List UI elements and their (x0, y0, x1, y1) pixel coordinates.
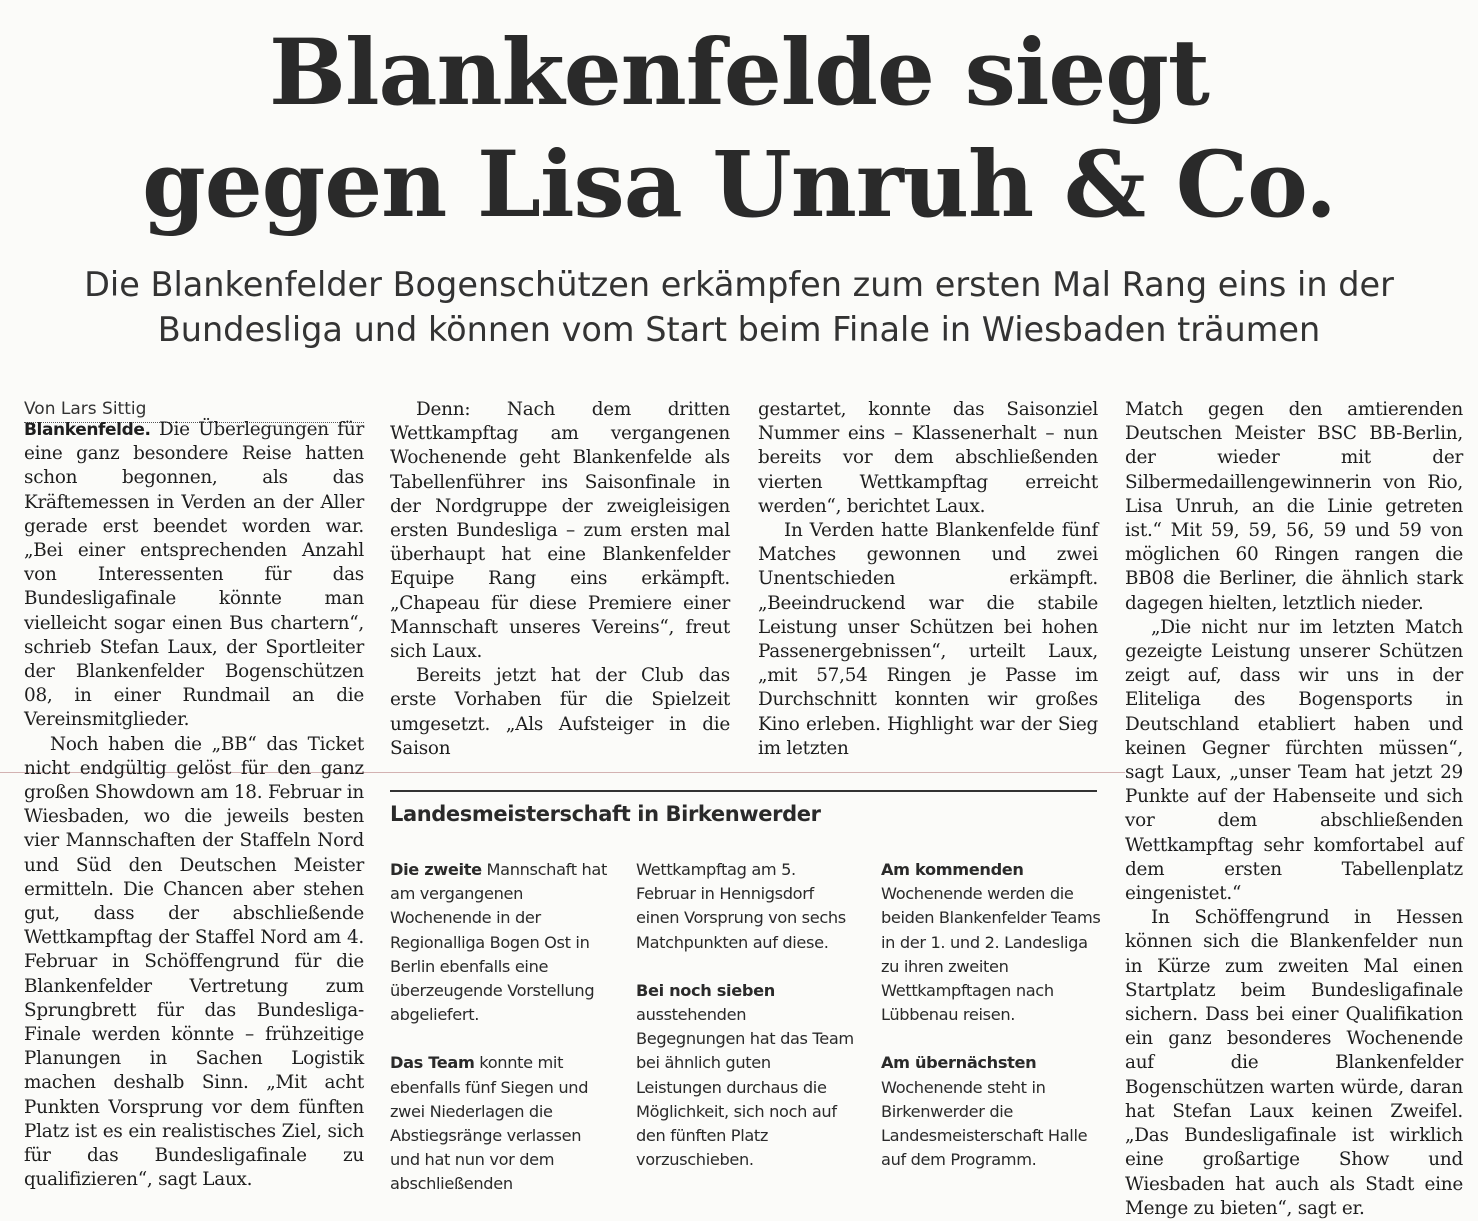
sidebar-column-3 (881, 858, 1103, 1196)
sidebar-column-2 (636, 858, 858, 1196)
headline-line-1: Blankenfelde siegt (269, 20, 1209, 126)
lead-in: Das Team (390, 1053, 475, 1073)
sidebar-column-1 (390, 858, 612, 1221)
lead-in: Bei noch sieben (636, 980, 775, 1000)
sidebar-paragraph (881, 858, 1103, 1027)
sidebar-title: Landesmeisterschaft in Birkenwerder (390, 802, 821, 826)
paragraph-text: konnte mit ebenfalls fünf Siegen und zwei Niederlagen die Abstiegsränge verlassen und hat nun vor dem abschließenden (390, 1053, 589, 1194)
article-paragraph: „Die nicht nur im letzten Match gezeigte Leistung unserer Schützen zeigt auf, dass wir uns in der Eliteliga des Bogensports in Deutschland etabliert haben und keinen Gegner fürchten müssen“, sagt Laux, „unser Team hat jetzt 29 Punkte auf der Habenseite und sich vor dem abschließenden Wettkampftag sehr komfortabel auf dem ersten Tabellenplatz eingenistet.“ (1125, 616, 1463, 905)
paragraph-text: Wochenende steht in Birkenwerder die Landesmeisterschaft Halle auf dem Programm. (881, 1077, 1088, 1170)
lead-in: Die zweite (390, 860, 482, 879)
author-byline: Von Lars Sittig (24, 399, 147, 419)
paragraph-text: ausstehenden Begegnungen hat das Team bei ähnlich guten Leistungen durchaus die Möglichkeit, sich noch auf den fünften Platz vorzuschieben. (636, 1005, 854, 1170)
article-paragraph (24, 418, 364, 733)
article-paragraph: Noch haben die „BB“ das Ticket nicht endgültig gelöst für den ganz großen Showdown am 18. Februar in Wiesbaden, wo die jeweils besten vier Mannschaften der Staffeln Nord und Süd den Deutschen Meister ermitteln. Die Chancen aber stehen gut, dass der abschließende Wettkampftag der Staffel Nord am 4. Februar in Schöffengrund für die Blankenfelder Vertretung zum Sprungbrett für das Bundesliga-Finale werden könnte – frühzeitige Planungen in Sachen Logistik machen deshalb Sinn. „Mit acht Punkten Vorsprung vor dem fünften Platz ist es ein realistisches Ziel, sich für das Bundesligafinale zu qualifizieren“, sagt Laux. (24, 733, 364, 1191)
lead-in: Am übernächsten (881, 1053, 1037, 1073)
article-paragraph: In Verden hatte Blankenfelde fünf Matches gewonnen und zwei Unentschieden erkämpft. „Beeindruckend war die stabile Leistung unser Schützen bei hohen Passenergebnissen“, urteilt Laux, „mit 57,54 Ringen je Passe im Durchschnitt konnten wir großes Kino erleben. Highlight war der Sieg im letzten (758, 520, 1098, 759)
article-column-4 (1125, 398, 1463, 1221)
paragraph-text: Mannschaft hat am vergangenen Wochenende in der Regionalliga Bogen Ost in Berlin ebenfalls eine überzeugende Vorstellung abgeliefert. (390, 860, 607, 1025)
dateline: Blankenfelde. (24, 420, 151, 440)
article-paragraph: Match gegen den amtierenden Deutschen Meister BSC BB-Berlin, der wieder mit der Silbermedaillengewinnerin von Rio, Lisa Unruh, an die Linie getreten ist.“ Mit 59, 59, 56, 59 und 59 von möglichen 60 Ringen rangen die BB08 die Berliner, die ähnlich stark dagegen hielten, letztlich nieder. (1125, 399, 1463, 614)
article-paragraph: Denn: Nach dem dritten Wettkampftag am vergangenen Wochenende geht Blankenfelde als Tabellenführer ins Saisonfinale in der Nordgruppe der zweigleisigen ersten Bundesliga – zum ersten mal überhaupt hat eine Blankenfelder Equipe Rang eins erkämpft. „Chapeau für diese Premiere einer Mannschaft unseres Vereins“, freut sich Laux. (390, 399, 730, 663)
article-paragraph: Bereits jetzt hat der Club das erste Vorhaben für die Spielzeit umgesetzt. „Als Aufsteiger in die Saison (390, 665, 730, 759)
paragraph-text: Wochenende werden die beiden Blankenfelder Teams in der 1. und 2. Landesliga zu ihren zweiten Wettkampftagen nach Lübbenau reisen. (881, 884, 1101, 1025)
article-paragraph: gestartet, konnte das Saisonziel Nummer eins – Klassenerhalt – nun bereits vor dem abschließenden vierten Wettkampftag erreicht werden“, berichtet Laux. (758, 399, 1098, 517)
headline-line-2: gegen Lisa Unruh & Co. (142, 132, 1336, 238)
article-paragraph: In Schöffengrund in Hessen können sich die Blankenfelder nun in Kürze zum zweiten Mal einen Startplatz beim Bundesligafinale sichern. Dass bei einer Qualifikation ein ganz besonderes Wochenende auf die Blankenfelder Bogenschützen warten würde, daran hat Stefan Laux keinen Zweifel. „Das Bundesligafinale ist wirklich eine großartige Show und Wiesbaden hat auch als Stadt eine Menge zu bieten“, sagt er. (1125, 907, 1463, 1219)
sidebar-paragraph (390, 1051, 612, 1196)
sidebar-paragraph (636, 979, 858, 1173)
sidebar-paragraph: Wettkampftag am 5. Februar in Hennigsdorf einen Vorsprung von sechs Matchpunkten auf diese. (636, 860, 846, 952)
lead-in: Am kommenden (881, 860, 1024, 879)
article-column-3 (758, 398, 1098, 761)
sidebar-paragraph (881, 1051, 1103, 1172)
article-column-1 (24, 418, 364, 1193)
subheadline-line-2: Bundesliga und können vom Start beim Finale in Wiesbaden träumen (157, 310, 1321, 349)
sidebar-paragraph (390, 858, 612, 1027)
subheadline-line-1: Die Blankenfelder Bogenschützen erkämpfen zum ersten Mal Rang eins in der (84, 265, 1394, 304)
sidebar-top-rule (390, 790, 1097, 792)
paragraph-text: Die Überlegungen für eine ganz besondere Reise hatten schon begonnen, als das Kräftemessen in Verden an der Aller gerade erst beendet worden war. „Bei einer entsprechenden Anzahl von Interessenten für das Bundesligafinale könnte man vielleicht sogar einen Bus chartern“, schrieb Stefan Laux, der Sportleiter der Blankenfelder Bogenschützen 08, in einer Rundmail an die Vereinsmitglieder. (24, 419, 364, 731)
article-column-2 (390, 398, 730, 761)
